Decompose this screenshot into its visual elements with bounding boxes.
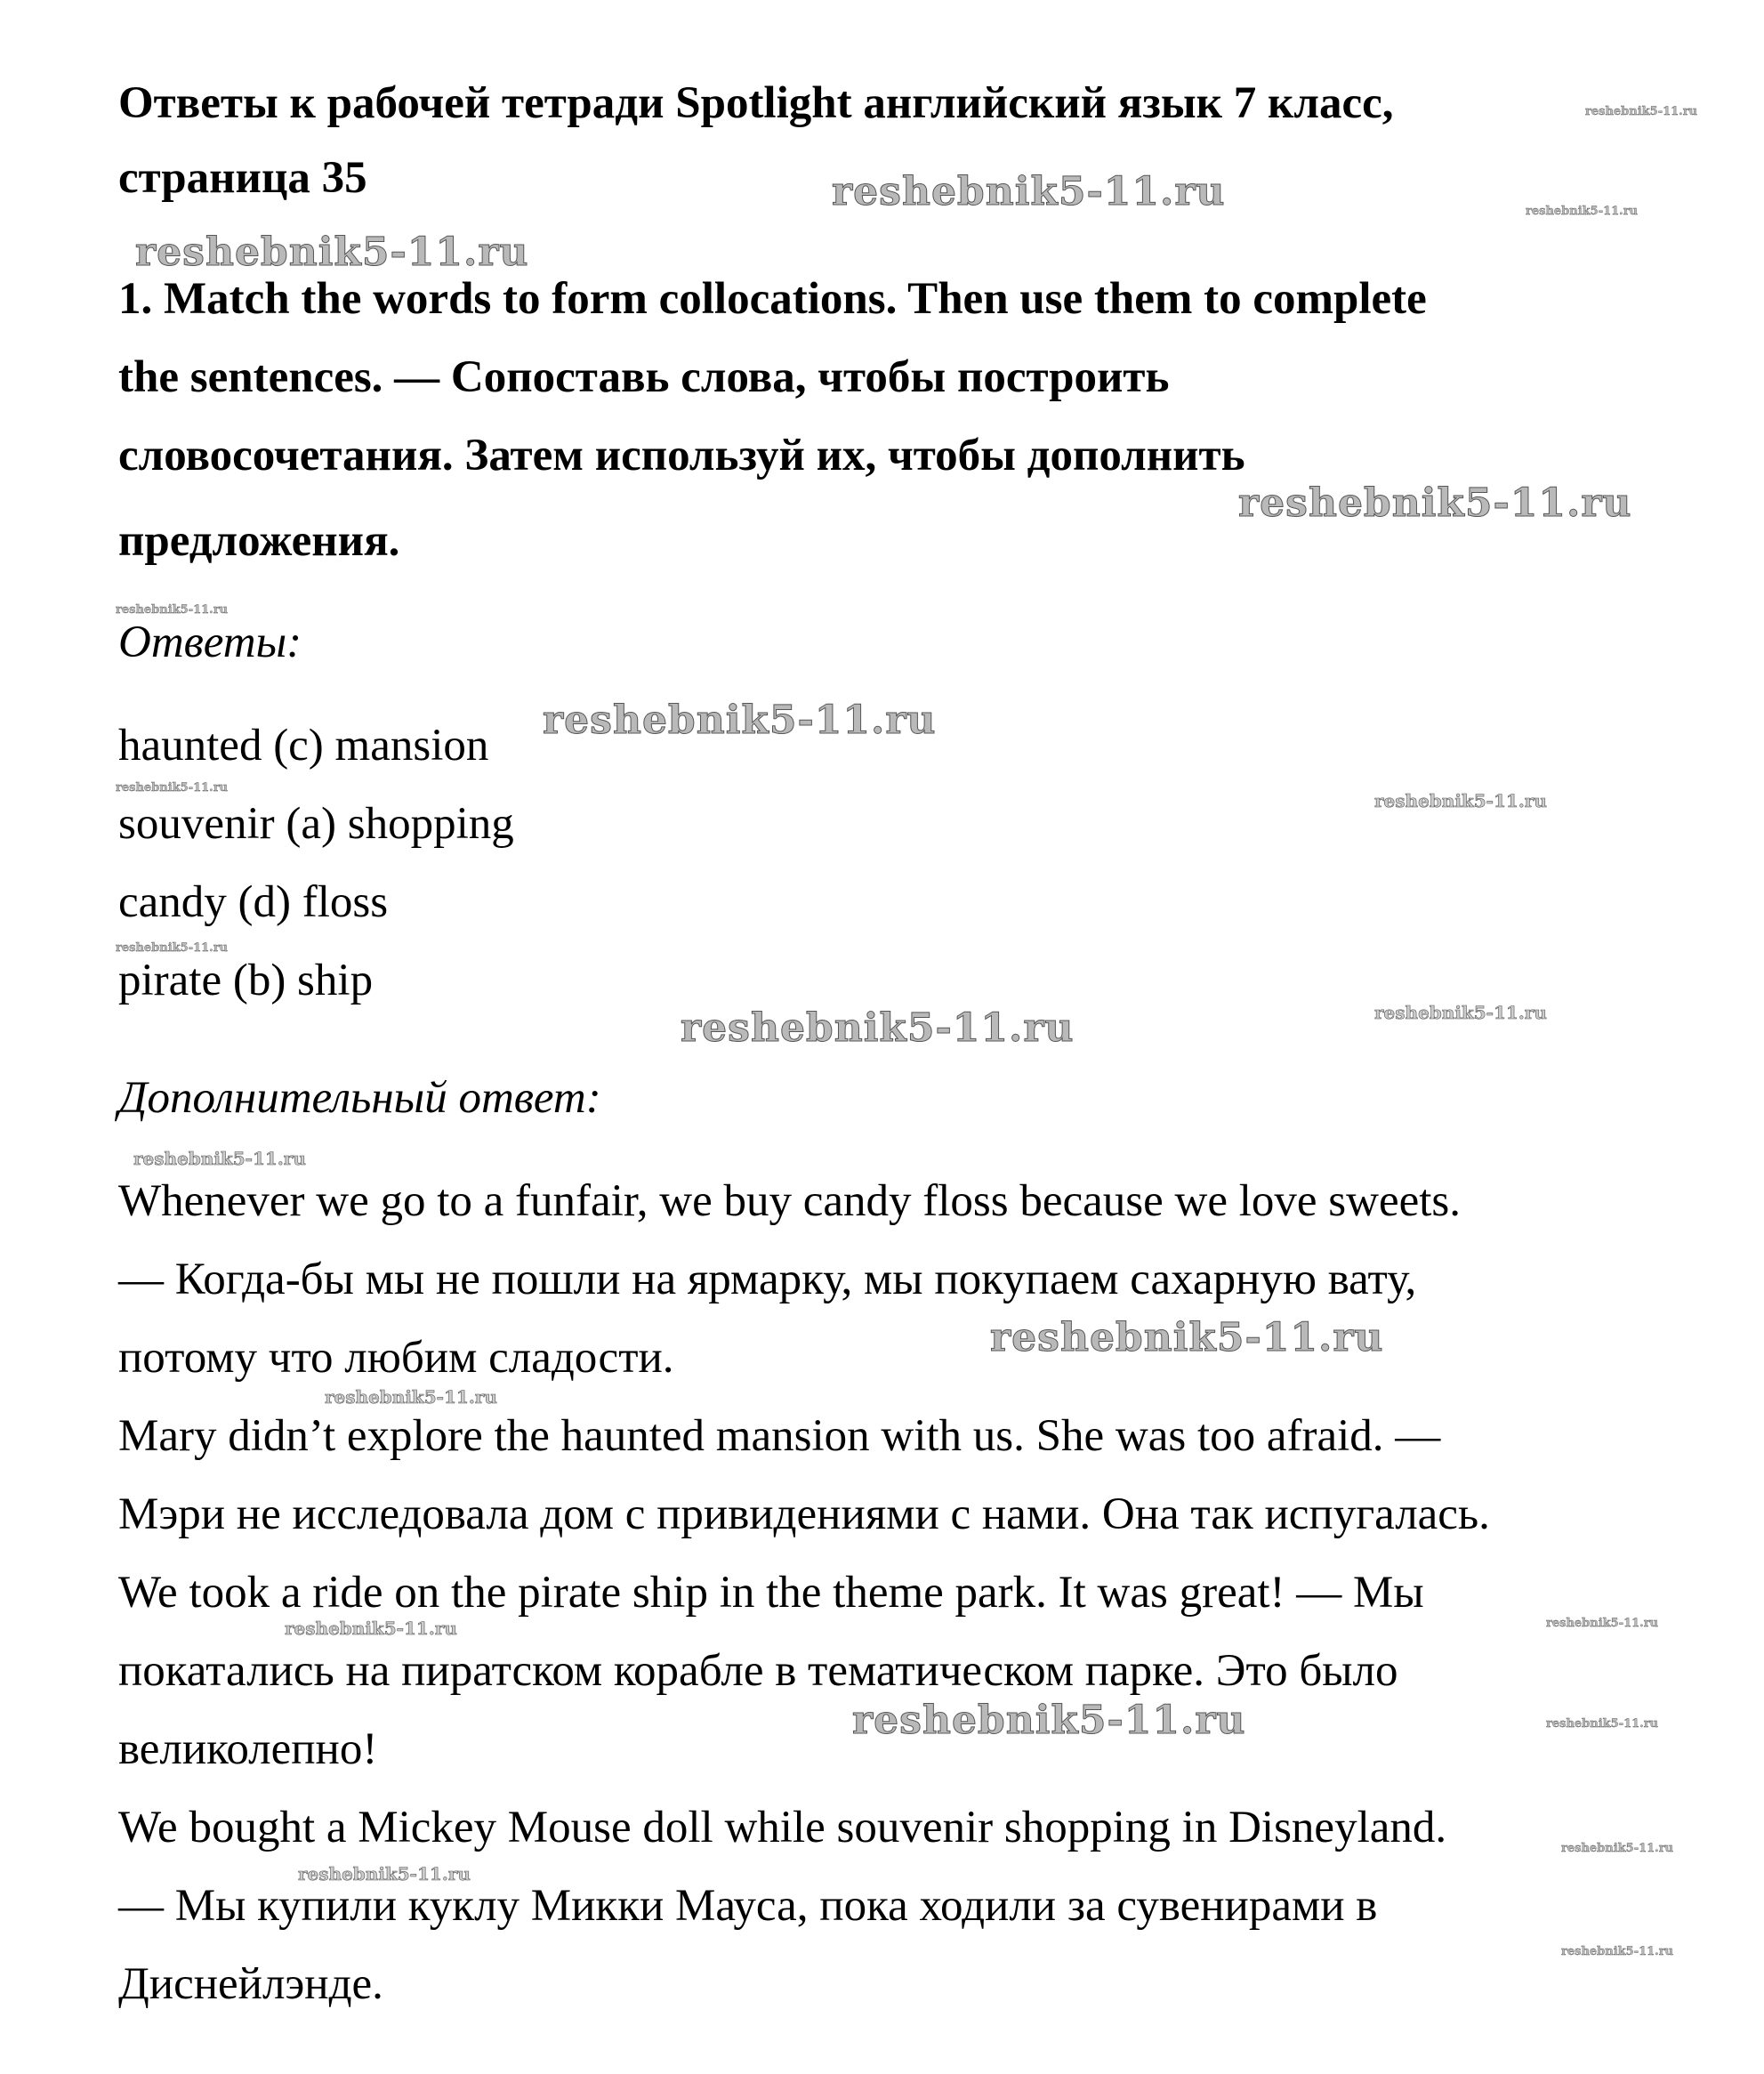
- watermark: reshebnik5-11.ru: [285, 1618, 457, 1639]
- answer-item: souvenir (a) shopping: [118, 799, 514, 849]
- extra-answer-line: We took a ride on the pirate ship in the theme park. It was great! — Мы: [118, 1568, 1424, 1618]
- watermark: reshebnik5-11.ru: [543, 698, 937, 743]
- extra-answer-line: покатались на пиратском корабле в тематическом парке. Это было: [118, 1646, 1398, 1696]
- answer-item: pirate (b) ship: [118, 956, 374, 1005]
- watermark: reshebnik5-11.ru: [681, 1005, 1075, 1051]
- watermark: reshebnik5-11.ru: [298, 1863, 471, 1884]
- answers-label: Ответы:: [118, 617, 302, 667]
- extra-answer-line: — Когда-бы мы не пошли на ярмарку, мы покупаем сахарную вату,: [118, 1255, 1417, 1304]
- page-title-line-1: Ответы к рабочей тетради Spotlight английский язык 7 класс,: [118, 78, 1394, 128]
- watermark: reshebnik5-11.ru: [832, 169, 1226, 214]
- extra-answer-line: We bought a Mickey Mouse doll while souvenir shopping in Disneyland.: [118, 1803, 1447, 1852]
- task-line-4: предложения.: [118, 516, 400, 566]
- watermark: reshebnik5-11.ru: [1546, 1717, 1659, 1731]
- extra-answer-line: Диснейлэнде.: [118, 1959, 383, 2009]
- watermark: reshebnik5-11.ru: [1546, 1617, 1659, 1630]
- watermark: reshebnik5-11.ru: [852, 1698, 1246, 1743]
- watermark: reshebnik5-11.ru: [1374, 1002, 1547, 1023]
- watermark: reshebnik5-11.ru: [1561, 1945, 1674, 1958]
- watermark: reshebnik5-11.ru: [325, 1386, 497, 1408]
- extra-answer-line: Мэри не исследовала дом с привидениями с нами. Она так испугалась.: [118, 1489, 1490, 1539]
- watermark: reshebnik5-11.ru: [116, 941, 229, 955]
- watermark: reshebnik5-11.ru: [1585, 105, 1698, 118]
- extra-answer-line: Whenever we go to a funfair, we buy candy floss because we love sweets.: [118, 1176, 1461, 1226]
- watermark: reshebnik5-11.ru: [1526, 205, 1639, 218]
- extra-answer-label: Дополнительный ответ:: [118, 1073, 601, 1123]
- watermark: reshebnik5-11.ru: [990, 1315, 1384, 1360]
- answer-item: haunted (c) mansion: [118, 721, 489, 771]
- watermark: reshebnik5-11.ru: [133, 1148, 306, 1169]
- watermark: reshebnik5-11.ru: [116, 781, 229, 795]
- watermark: reshebnik5-11.ru: [1238, 480, 1632, 526]
- extra-answer-line: Mary didn’t explore the haunted mansion with us. She was too afraid. —: [118, 1411, 1441, 1461]
- answer-item: candy (d) floss: [118, 877, 389, 927]
- task-line-1: 1. Match the words to form collocations. Then use them to complete: [118, 274, 1427, 324]
- task-line-2: the sentences. — Сопоставь слова, чтобы построить: [118, 352, 1170, 402]
- extra-answer-line: потому что любим сладости.: [118, 1333, 674, 1383]
- watermark: reshebnik5-11.ru: [1561, 1842, 1674, 1855]
- extra-answer-line: великолепно!: [118, 1724, 378, 1774]
- extra-answer-line: — Мы купили куклу Микки Мауса, пока ходили за сувенирами в: [118, 1881, 1378, 1931]
- watermark: reshebnik5-11.ru: [1374, 790, 1547, 811]
- page-title-line-2: страница 35: [118, 153, 367, 203]
- watermark: reshebnik5-11.ru: [116, 603, 229, 617]
- task-line-3: словосочетания. Затем используй их, чтобы дополнить: [118, 431, 1245, 480]
- watermark: reshebnik5-11.ru: [135, 230, 529, 275]
